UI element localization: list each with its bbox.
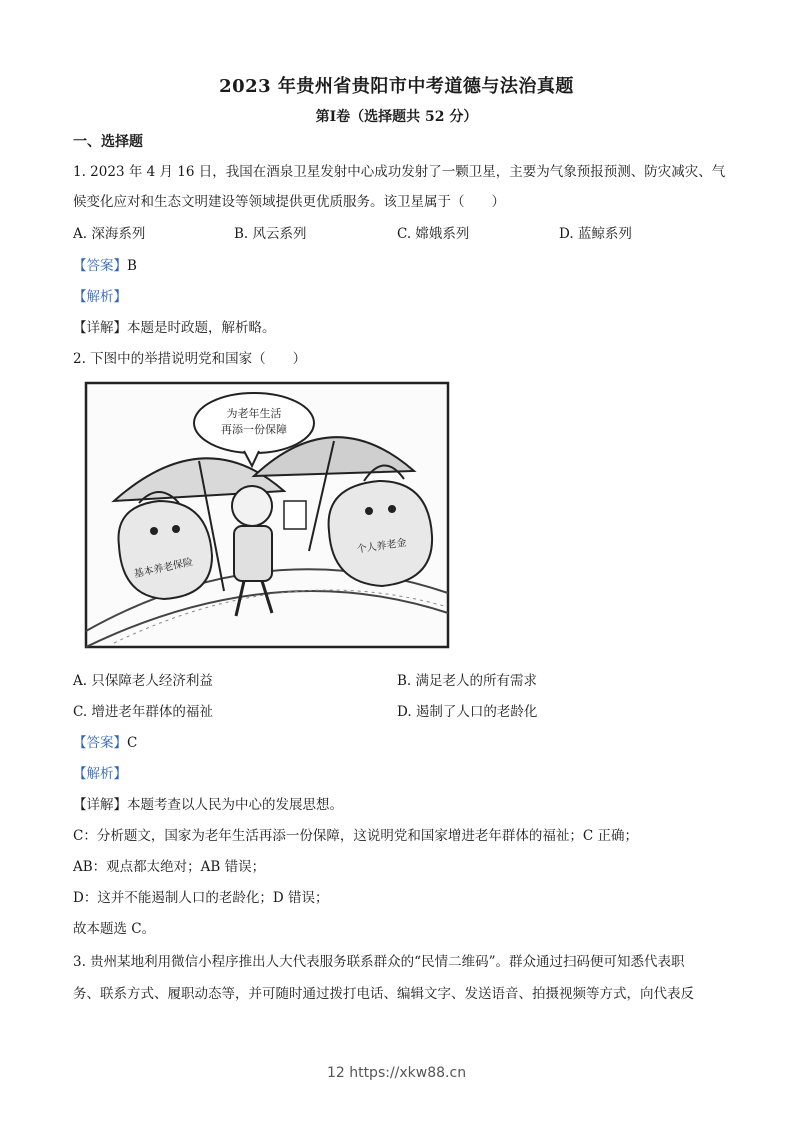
q1-answer: [73, 254, 137, 274]
q2-option-d: D. 遏制了人口的老龄化: [397, 704, 538, 720]
q1-stem-line2: 候变化应对和生态文明建设等领域提供更优质服务。该卫星属于（ ）: [73, 194, 505, 210]
q2-analysis-tag: 【解析】: [73, 766, 127, 782]
q2-detail: 【详解】本题考查以人民为中心的发展思想。: [73, 797, 343, 813]
q2-conclusion: 故本题选 C。: [73, 921, 156, 937]
q2-option-a: A. 只保障老人经济利益: [73, 673, 213, 689]
q2-answer: [73, 731, 137, 751]
q3-stem-line2: 务、联系方式、履职动态等，并可随时通过拨打电话、编辑文字、发送语音、拍摄视频等方式，向代表反: [73, 986, 694, 1002]
q1-option-c: C. 嫦娥系列: [397, 226, 470, 242]
q2-explain-line: AB：观点都太绝对；AB 错误；: [73, 859, 266, 875]
q2-explain-line: D：这并不能遏制人口的老龄化；D 错误；: [73, 890, 329, 906]
page-subtitle: 第Ⅰ卷（选择题共 52 分）: [315, 109, 478, 125]
answer-tag: 【答案】: [73, 735, 127, 751]
q2-option-b: B. 满足老人的所有需求: [397, 673, 538, 689]
section-heading: 一、选择题: [73, 134, 143, 150]
answer-tag: 【答案】: [73, 258, 127, 274]
q2-explain-line: C：分析题文，国家为老年生活再添一份保障，这说明党和国家增进老年群体的福祉；C 正确；: [73, 828, 638, 844]
q1-analysis-tag: 【解析】: [73, 289, 127, 305]
q3-stem-line1: 3. 贵州某地利用微信小程序推出人大代表服务联系群众的“民情二维码”。群众通过扫码便可知悉代表职: [73, 954, 685, 970]
page-title: 2023 年贵州省贵阳市中考道德与法治真题: [219, 76, 574, 97]
answer-value: C: [127, 735, 138, 751]
left-bag-label: 基本养老保险: [132, 556, 194, 581]
q2-option-c: C. 增进老年群体的福祉: [73, 704, 213, 720]
right-bag-label: 个人养老金: [356, 537, 408, 556]
q2-stem: 2. 下图中的举措说明党和国家（ ）: [73, 351, 307, 367]
q1-stem-line1: 1. 2023 年 4 月 16 日，我国在酒泉卫星发射中心成功发射了一颗卫星，主要为气象预报预测、防灾减灾、气: [73, 164, 726, 180]
q1-option-b: B. 风云系列: [234, 226, 307, 242]
page-footer: 12 https://xkw88.cn: [326, 1065, 467, 1081]
q1-detail: 【详解】本题是时政题，解析略。: [73, 320, 276, 336]
bubble-line2: 再添一份保障: [221, 423, 287, 436]
bubble-line1: 为老年生活: [226, 407, 282, 420]
q1-option-d: D. 蓝鲸系列: [559, 226, 632, 242]
q1-option-a: A. 深海系列: [73, 226, 146, 242]
answer-value: B: [127, 258, 137, 274]
pension-cartoon: [84, 381, 450, 649]
